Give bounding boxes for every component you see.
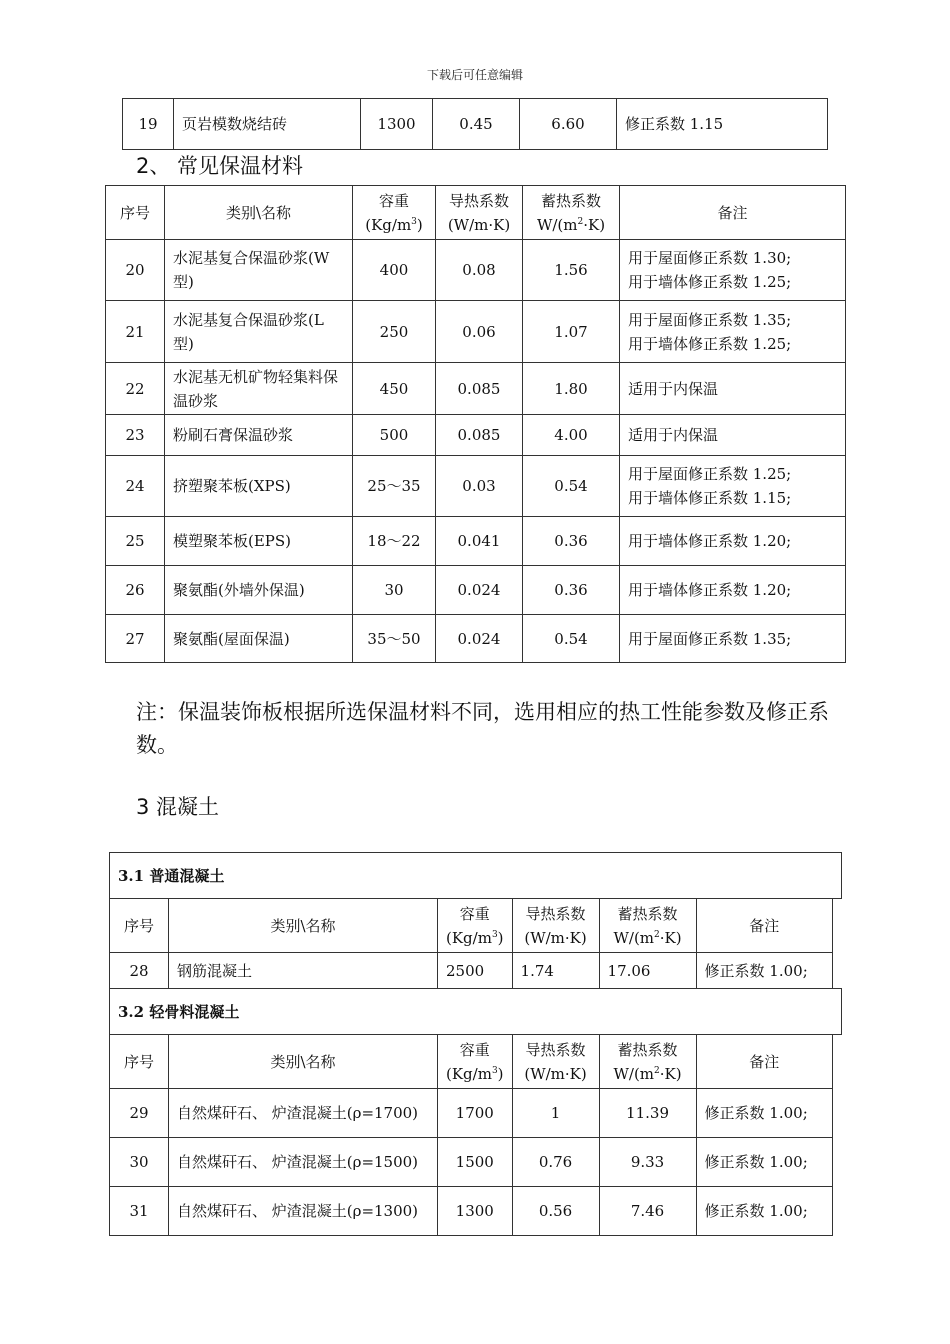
header-heat-close: ·K) bbox=[659, 928, 682, 947]
subsection-title: 3.2 轻骨料混凝土 bbox=[110, 989, 842, 1035]
table-header-row bbox=[110, 1035, 833, 1089]
header-heat-unit: W/(m bbox=[536, 215, 578, 234]
cell-name: 聚氨酯(屋面保温) bbox=[165, 615, 353, 663]
cell-name: 自然煤矸石、 炉渣混凝土(ρ=1700) bbox=[169, 1089, 438, 1138]
table-row bbox=[106, 517, 846, 566]
header-heat-line1: 蓄热系数 bbox=[617, 904, 678, 923]
header-heat-storage bbox=[599, 1035, 696, 1089]
table-row bbox=[106, 415, 846, 456]
header-heat-sup: 2 bbox=[654, 1065, 660, 1076]
cell-density: 2500 bbox=[438, 953, 513, 989]
cell-no: 30 bbox=[110, 1138, 169, 1187]
cell-name: 自然煤矸石、 炉渣混凝土(ρ=1300) bbox=[169, 1187, 438, 1236]
page-header: 下载后可任意编辑 bbox=[426, 68, 523, 82]
header-name: 类别\名称 bbox=[169, 1035, 438, 1089]
header-note: 备注 bbox=[620, 186, 846, 240]
note-line2: 用于墙体修正系数 1.15; bbox=[628, 489, 792, 507]
cell-heat-storage: 1.56 bbox=[523, 240, 620, 301]
cell-density: 500 bbox=[353, 415, 436, 456]
cell-density: 400 bbox=[353, 240, 436, 301]
cell-note: 修正系数 1.15 bbox=[617, 99, 828, 150]
note-paragraph: 注：保温装饰板根据所选保温材料不同，选用相应的热工性能参数及修正系数。 bbox=[136, 700, 829, 757]
cell-name: 水泥基复合保温砂浆(L 型) bbox=[165, 301, 353, 363]
subsection-title: 3.1 普通混凝土 bbox=[110, 853, 842, 899]
cell-heat-storage: 11.39 bbox=[599, 1089, 696, 1138]
cell-conductivity: 0.06 bbox=[436, 301, 523, 363]
note-line1: 用于屋面修正系数 1.25; bbox=[628, 465, 792, 483]
table-row bbox=[110, 1089, 833, 1138]
cell-note bbox=[620, 456, 846, 517]
header-conductivity bbox=[436, 186, 523, 240]
cell-note: 修正系数 1.00; bbox=[696, 1089, 832, 1138]
cell-heat-storage: 0.36 bbox=[523, 566, 620, 615]
table-row bbox=[106, 301, 846, 363]
cell-conductivity: 0.45 bbox=[433, 99, 520, 150]
header-heat-close: ·K) bbox=[583, 215, 606, 234]
cell-name: 模塑聚苯板(EPS) bbox=[165, 517, 353, 566]
header-note: 备注 bbox=[696, 1035, 832, 1089]
note-line2: 用于墙体修正系数 1.25; bbox=[628, 334, 792, 353]
cell-no: 22 bbox=[106, 363, 165, 415]
cell-density: 1700 bbox=[438, 1089, 513, 1138]
cell-name: 钢筋混凝土 bbox=[169, 953, 438, 989]
concrete-table-light-body bbox=[109, 1034, 833, 1236]
header-name: 类别\名称 bbox=[165, 186, 353, 240]
section2-title: 2、 常见保温材料 bbox=[136, 154, 304, 178]
header-no: 序号 bbox=[110, 899, 169, 953]
table-row bbox=[110, 1138, 833, 1187]
cell-density: 450 bbox=[353, 363, 436, 415]
cell-heat-storage: 7.46 bbox=[599, 1187, 696, 1236]
table-header-row bbox=[110, 899, 833, 953]
header-heat-line1: 蓄热系数 bbox=[617, 1040, 678, 1059]
cell-no: 23 bbox=[106, 415, 165, 456]
header-density-line1: 容重 bbox=[378, 191, 409, 210]
header-density bbox=[353, 186, 436, 240]
insulation-table bbox=[105, 185, 846, 663]
cell-conductivity: 0.085 bbox=[436, 415, 523, 456]
cell-conductivity: 1.74 bbox=[512, 953, 599, 989]
header-heat-storage bbox=[523, 186, 620, 240]
header-density-close: ) bbox=[497, 928, 504, 947]
cell-no: 25 bbox=[106, 517, 165, 566]
concrete-table-normal-body bbox=[109, 898, 833, 989]
note-line2: 用于墙体修正系数 1.25; bbox=[628, 273, 792, 291]
header-heat-sup: 2 bbox=[654, 929, 660, 940]
cell-note: 用于屋面修正系数 1.35; bbox=[620, 615, 846, 663]
header-density-sup: 3 bbox=[491, 1065, 498, 1076]
header-cond-unit: (W/m·K) bbox=[447, 215, 511, 234]
cell-name: 粉刷石膏保温砂浆 bbox=[165, 415, 353, 456]
cell-heat-storage: 17.06 bbox=[599, 953, 696, 989]
header-conductivity bbox=[512, 899, 599, 953]
cell-no: 19 bbox=[123, 99, 174, 150]
cell-density: 35～50 bbox=[353, 615, 436, 663]
cell-density: 1500 bbox=[438, 1138, 513, 1187]
cell-name: 自然煤矸石、 炉渣混凝土(ρ=1500) bbox=[169, 1138, 438, 1187]
cell-note: 适用于内保温 bbox=[620, 415, 846, 456]
cell-note: 修正系数 1.00; bbox=[696, 953, 832, 989]
section3-title: 3 混凝土 bbox=[136, 795, 220, 819]
cell-heat-storage: 6.60 bbox=[520, 99, 617, 150]
header-density-close: ) bbox=[416, 215, 423, 234]
cell-name: 水泥基无机矿物轻集料保温砂浆 bbox=[165, 363, 353, 415]
header-cond-unit: (W/m·K) bbox=[524, 1064, 587, 1083]
header-heat-storage bbox=[599, 899, 696, 953]
concrete-table-normal bbox=[109, 852, 842, 899]
header-heat-close: ·K) bbox=[659, 1064, 682, 1083]
cell-no: 24 bbox=[106, 456, 165, 517]
subsection-title-row bbox=[110, 853, 842, 899]
header-density bbox=[438, 1035, 513, 1089]
header-density-unit: (Kg/m bbox=[446, 928, 492, 947]
cell-no: 20 bbox=[106, 240, 165, 301]
header-heat-unit: W/(m bbox=[613, 1064, 655, 1083]
header-conductivity bbox=[512, 1035, 599, 1089]
note-line1: 用于屋面修正系数 1.30; bbox=[628, 249, 792, 267]
cell-no: 29 bbox=[110, 1089, 169, 1138]
cell-density: 18～22 bbox=[353, 517, 436, 566]
cell-density: 1300 bbox=[361, 99, 433, 150]
cell-note: 用于墙体修正系数 1.20; bbox=[620, 566, 846, 615]
header-no: 序号 bbox=[110, 1035, 169, 1089]
header-name: 类别\名称 bbox=[169, 899, 438, 953]
table-row bbox=[110, 953, 833, 989]
header-note: 备注 bbox=[696, 899, 832, 953]
cell-conductivity: 1 bbox=[512, 1089, 599, 1138]
cell-name: 页岩模数烧结砖 bbox=[174, 99, 361, 150]
cell-no: 26 bbox=[106, 566, 165, 615]
cell-heat-storage: 0.54 bbox=[523, 456, 620, 517]
note-line1: 用于屋面修正系数 1.35; bbox=[628, 310, 792, 329]
header-density-line1: 容重 bbox=[459, 904, 490, 923]
header-density-unit: (Kg/m bbox=[365, 215, 412, 234]
header-cond-line1: 导热系数 bbox=[525, 904, 586, 923]
cell-name: 挤塑聚苯板(XPS) bbox=[165, 456, 353, 517]
cell-name: 水泥基复合保温砂浆(W 型) bbox=[165, 240, 353, 301]
cell-note bbox=[620, 240, 846, 301]
cell-heat-storage: 1.07 bbox=[523, 301, 620, 363]
table-header-row bbox=[106, 186, 846, 240]
cell-note: 用于墙体修正系数 1.20; bbox=[620, 517, 846, 566]
header-density-unit: (Kg/m bbox=[446, 1064, 492, 1083]
header-density-sup: 3 bbox=[411, 216, 417, 227]
cell-heat-storage: 0.54 bbox=[523, 615, 620, 663]
header-heat-line1: 蓄热系数 bbox=[540, 191, 601, 210]
cell-no: 28 bbox=[110, 953, 169, 989]
cell-name: 聚氨酯(外墙外保温) bbox=[165, 566, 353, 615]
header-heat-unit: W/(m bbox=[613, 928, 655, 947]
table-row bbox=[106, 363, 846, 415]
table-row bbox=[106, 240, 846, 301]
cell-no: 21 bbox=[106, 301, 165, 363]
header-no: 序号 bbox=[106, 186, 165, 240]
header-cond-line1: 导热系数 bbox=[525, 1040, 586, 1059]
concrete-table-light bbox=[109, 988, 842, 1035]
cell-no: 31 bbox=[110, 1187, 169, 1236]
table-row bbox=[106, 566, 846, 615]
cell-density: 25～35 bbox=[353, 456, 436, 517]
cell-heat-storage: 9.33 bbox=[599, 1138, 696, 1187]
cell-conductivity: 0.03 bbox=[436, 456, 523, 517]
cell-heat-storage: 0.36 bbox=[523, 517, 620, 566]
cell-conductivity: 0.024 bbox=[436, 615, 523, 663]
cell-no: 27 bbox=[106, 615, 165, 663]
cell-note: 适用于内保温 bbox=[620, 363, 846, 415]
cell-density: 30 bbox=[353, 566, 436, 615]
header-heat-sup: 2 bbox=[577, 216, 584, 227]
cell-density: 250 bbox=[353, 301, 436, 363]
table-row bbox=[106, 456, 846, 517]
header-cond-line1: 导热系数 bbox=[448, 191, 509, 210]
cell-conductivity: 0.085 bbox=[436, 363, 523, 415]
header-density-line1: 容重 bbox=[459, 1040, 490, 1059]
header-density bbox=[438, 899, 513, 953]
cell-heat-storage: 1.80 bbox=[523, 363, 620, 415]
cell-heat-storage: 4.00 bbox=[523, 415, 620, 456]
cell-note: 修正系数 1.00; bbox=[696, 1187, 832, 1236]
header-cond-unit: (W/m·K) bbox=[524, 928, 587, 947]
table-continued bbox=[122, 98, 828, 150]
table-row bbox=[110, 1187, 833, 1236]
cell-note: 修正系数 1.00; bbox=[696, 1138, 832, 1187]
header-density-close: ) bbox=[497, 1064, 504, 1083]
cell-conductivity: 0.041 bbox=[436, 517, 523, 566]
cell-note bbox=[620, 301, 846, 363]
cell-density: 1300 bbox=[438, 1187, 513, 1236]
header-density-sup: 3 bbox=[491, 929, 498, 940]
table-row bbox=[123, 99, 828, 150]
cell-conductivity: 0.76 bbox=[512, 1138, 599, 1187]
table-row bbox=[106, 615, 846, 663]
cell-conductivity: 0.024 bbox=[436, 566, 523, 615]
cell-conductivity: 0.08 bbox=[436, 240, 523, 301]
subsection-title-row bbox=[110, 989, 842, 1035]
cell-conductivity: 0.56 bbox=[512, 1187, 599, 1236]
